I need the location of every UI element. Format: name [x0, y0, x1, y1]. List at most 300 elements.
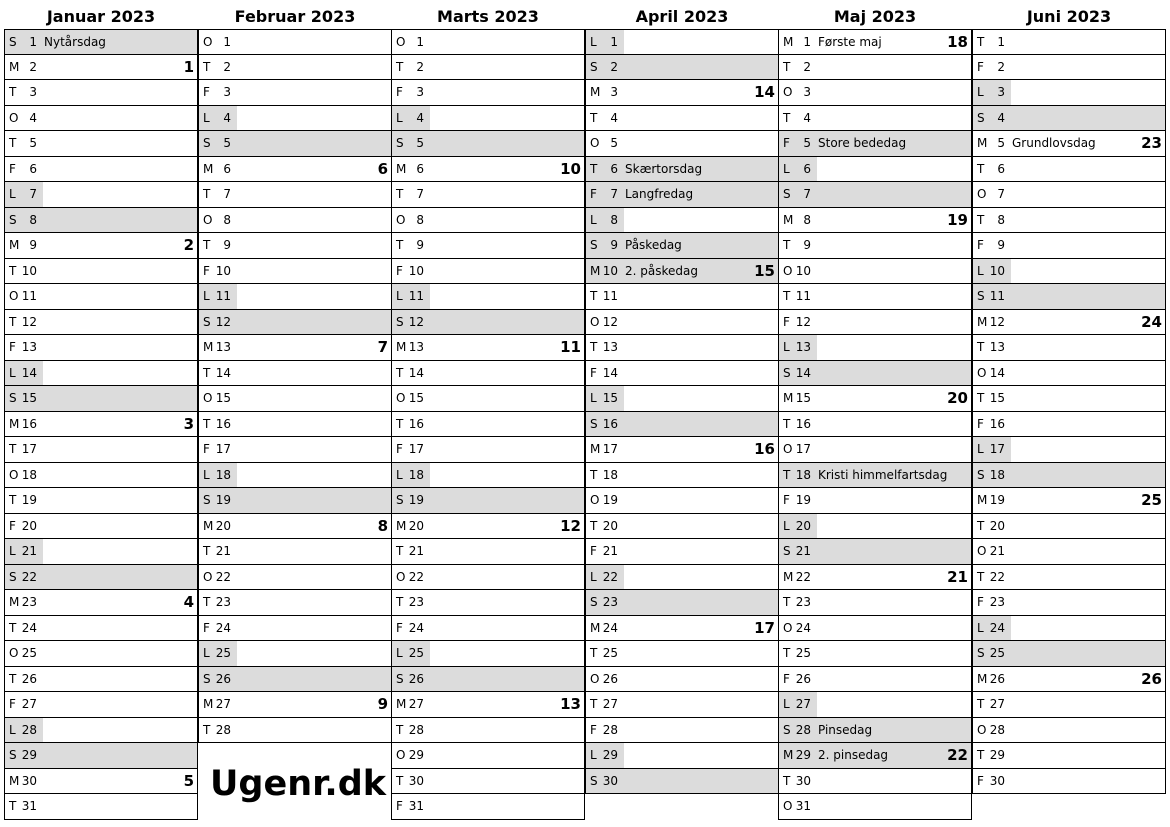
day-row: [4, 55, 198, 81]
weekday-letter: T: [783, 773, 791, 788]
day-number: 27: [21, 697, 37, 711]
holiday-name: Nytårsdag: [44, 35, 106, 49]
weekday-letter: O: [203, 391, 213, 405]
weekday-letter: F: [203, 620, 210, 635]
day-row: [972, 514, 1166, 540]
day-number: 16: [21, 416, 37, 431]
weekday-letter: T: [590, 110, 598, 125]
weekday-letter: L: [590, 569, 597, 584]
day-number: 2: [223, 59, 231, 74]
weekday-letter: M: [977, 493, 988, 507]
month-title: April 2023: [635, 7, 729, 26]
weekday-letter: F: [590, 187, 597, 201]
weekday-letter: T: [203, 238, 211, 252]
weekday-letter: M: [9, 773, 20, 788]
day-row: [391, 106, 585, 132]
holiday-name: Store bededag: [818, 136, 907, 150]
day-number: 3: [610, 85, 618, 99]
day-number: 24: [602, 620, 618, 635]
day-row: [198, 692, 392, 718]
weekday-letter: O: [9, 110, 19, 125]
weekday-letter: O: [783, 799, 793, 813]
day-row: [4, 361, 198, 387]
weekday-letter: L: [396, 110, 403, 125]
weekday-letter: M: [783, 391, 794, 405]
day-row: [391, 590, 585, 616]
day-row: [972, 80, 1166, 106]
day-row: [198, 361, 392, 387]
day-number: 9: [997, 238, 1005, 252]
day-row: [391, 412, 585, 438]
day-number: 7: [803, 187, 811, 201]
day-row: [585, 437, 779, 463]
day-row: [585, 769, 779, 795]
day-number: 23: [215, 595, 231, 609]
day-number: 21: [21, 544, 37, 558]
week-number: 20: [947, 389, 968, 407]
day-row: [585, 641, 779, 667]
weekday-letter: F: [396, 799, 403, 813]
weekday-letter: L: [783, 518, 790, 533]
weekday-letter: T: [590, 697, 598, 711]
day-row: [391, 514, 585, 540]
day-number: 26: [989, 671, 1005, 686]
day-number: 23: [989, 595, 1005, 609]
day-row: [198, 208, 392, 234]
day-row: [4, 590, 198, 616]
weekday-letter: T: [977, 161, 985, 176]
day-row: [198, 718, 392, 744]
day-number: 14: [989, 365, 1005, 380]
weekday-letter: O: [783, 85, 793, 99]
month-title: Maj 2023: [833, 7, 917, 26]
day-row: [391, 488, 585, 514]
weekday-letter: O: [977, 187, 987, 201]
day-row: [198, 131, 392, 157]
weekday-letter: O: [203, 212, 213, 227]
day-number: 10: [21, 263, 37, 278]
day-row: [778, 284, 972, 310]
day-row: [778, 565, 972, 591]
day-number: 13: [215, 340, 231, 354]
day-number: 2: [29, 59, 37, 74]
day-number: 23: [21, 595, 37, 609]
day-row: [198, 616, 392, 642]
day-number: 10: [795, 263, 811, 278]
day-row: [778, 182, 972, 208]
day-row: [4, 182, 198, 208]
day-number: 18: [215, 467, 231, 482]
day-row: [391, 131, 585, 157]
day-number: 31: [408, 799, 424, 813]
holiday-name: Første maj: [818, 35, 882, 49]
day-row: [972, 233, 1166, 259]
week-number: 22: [947, 746, 968, 764]
day-number: 30: [795, 773, 811, 788]
day-row: [585, 463, 779, 489]
day-number: 29: [795, 748, 811, 762]
day-row: [778, 106, 972, 132]
day-row: [778, 412, 972, 438]
week-number: 5: [183, 771, 194, 790]
day-number: 19: [989, 493, 1005, 507]
day-number: 21: [795, 544, 811, 558]
day-row: [4, 412, 198, 438]
weekday-letter: F: [396, 263, 403, 278]
day-number: 19: [215, 493, 231, 507]
weekday-letter: L: [203, 289, 210, 303]
weekday-letter: S: [977, 110, 985, 125]
day-number: 16: [408, 416, 424, 431]
day-number: 6: [223, 161, 231, 176]
holiday-name: Grundlovsdag: [1012, 136, 1096, 150]
day-row: [198, 106, 392, 132]
day-number: 20: [215, 518, 231, 533]
weekday-letter: S: [783, 722, 791, 737]
day-row: [198, 667, 392, 693]
weekday-letter: T: [396, 773, 404, 788]
weekday-letter: T: [590, 161, 598, 176]
day-number: 10: [215, 263, 231, 278]
day-number: 9: [610, 238, 618, 252]
day-row: [585, 182, 779, 208]
day-number: 1: [997, 35, 1005, 49]
weekday-letter: L: [977, 620, 984, 635]
day-number: 27: [602, 697, 618, 711]
day-row: [4, 208, 198, 234]
weekday-letter: T: [977, 212, 985, 227]
week-number: 17: [754, 618, 775, 637]
day-number: 1: [416, 35, 424, 49]
weekday-letter: M: [783, 569, 794, 584]
weekday-letter: L: [977, 263, 984, 278]
day-row: [778, 437, 972, 463]
month-column: [391, 0, 585, 827]
day-number: 20: [408, 518, 424, 533]
day-number: 28: [21, 722, 37, 737]
day-row: [585, 157, 779, 183]
weekday-letter: F: [783, 493, 790, 507]
weekday-letter: M: [203, 518, 214, 533]
day-row: [198, 488, 392, 514]
day-number: 14: [21, 365, 37, 380]
day-row: [4, 794, 198, 820]
day-row: [4, 157, 198, 183]
day-number: 19: [602, 493, 618, 507]
weekday-letter: L: [590, 35, 597, 49]
day-row: [4, 514, 198, 540]
day-number: 1: [803, 35, 811, 49]
day-number: 18: [408, 467, 424, 482]
day-number: 20: [21, 518, 37, 533]
week-number: 23: [1141, 134, 1162, 152]
day-number: 26: [215, 671, 231, 686]
day-number: 22: [989, 569, 1005, 584]
day-number: 6: [416, 161, 424, 176]
day-number: 15: [408, 391, 424, 405]
day-row: [585, 412, 779, 438]
day-row: [391, 539, 585, 565]
week-number: 19: [947, 210, 968, 229]
day-row: [4, 667, 198, 693]
weekday-letter: T: [203, 187, 211, 201]
day-row: [972, 769, 1166, 795]
weekday-letter: O: [396, 569, 406, 584]
week-number: 10: [560, 159, 581, 178]
day-row: [198, 412, 392, 438]
day-number: 28: [215, 722, 231, 737]
day-number: 28: [408, 722, 424, 737]
day-row: [391, 794, 585, 820]
day-number: 12: [408, 314, 424, 329]
day-number: 30: [408, 773, 424, 788]
day-number: 24: [215, 620, 231, 635]
week-number: 21: [947, 567, 968, 586]
weekday-letter: O: [783, 442, 793, 456]
day-row: [4, 718, 198, 744]
day-row: [972, 55, 1166, 81]
day-row: [778, 590, 972, 616]
day-number: 19: [21, 493, 37, 507]
weekday-letter: T: [783, 646, 791, 660]
day-number: 28: [989, 722, 1005, 737]
day-row: [778, 259, 972, 285]
month-column: [585, 0, 779, 827]
weekday-letter: O: [203, 35, 213, 49]
day-number: 6: [29, 161, 37, 176]
day-row: [972, 565, 1166, 591]
weekday-letter: M: [203, 697, 214, 711]
day-number: 7: [997, 187, 1005, 201]
day-number: 1: [29, 35, 37, 49]
day-number: 3: [997, 85, 1005, 99]
weekday-letter: S: [977, 289, 985, 303]
site-logo: Ugenr.dk: [210, 764, 387, 804]
day-number: 14: [795, 365, 811, 380]
day-number: 8: [416, 212, 424, 227]
weekday-letter: O: [590, 493, 600, 507]
weekday-letter: F: [590, 544, 597, 558]
day-row: [391, 157, 585, 183]
day-number: 30: [989, 773, 1005, 788]
day-number: 21: [602, 544, 618, 558]
weekday-letter: T: [783, 59, 791, 74]
weekday-letter: F: [203, 442, 210, 456]
weekday-letter: F: [977, 416, 984, 431]
weekday-letter: M: [396, 161, 407, 176]
day-row: [972, 284, 1166, 310]
day-row: [778, 157, 972, 183]
day-number: 14: [408, 365, 424, 380]
day-number: 17: [795, 442, 811, 456]
day-number: 24: [989, 620, 1005, 635]
weekday-letter: L: [9, 722, 16, 737]
day-row: [972, 667, 1166, 693]
weekday-letter: T: [590, 646, 598, 660]
day-row: [585, 361, 779, 387]
weekday-letter: T: [783, 595, 791, 609]
day-row: [585, 208, 779, 234]
day-number: 15: [602, 391, 618, 405]
day-row: [198, 233, 392, 259]
day-row: [972, 29, 1166, 55]
day-row: [4, 488, 198, 514]
day-row: [778, 361, 972, 387]
weekday-letter: T: [203, 595, 211, 609]
holiday-name: Langfredag: [625, 187, 694, 201]
day-number: 11: [989, 289, 1005, 303]
weekday-letter: S: [9, 35, 17, 49]
weekday-letter: S: [203, 314, 211, 329]
day-row: [391, 310, 585, 336]
day-number: 17: [408, 442, 424, 456]
day-row: [778, 641, 972, 667]
day-row: [391, 641, 585, 667]
day-number: 8: [29, 212, 37, 227]
day-row: [198, 437, 392, 463]
week-number: 6: [377, 159, 388, 178]
day-number: 23: [408, 595, 424, 609]
weekday-letter: O: [977, 365, 987, 380]
weekday-letter: F: [396, 85, 403, 99]
day-number: 2: [803, 59, 811, 74]
weekday-letter: M: [9, 238, 20, 252]
day-row: [778, 743, 972, 769]
day-number: 10: [989, 263, 1005, 278]
day-row: [585, 284, 779, 310]
day-row: [4, 692, 198, 718]
day-number: 9: [416, 238, 424, 252]
day-row: [198, 590, 392, 616]
day-number: 13: [408, 340, 424, 354]
day-number: 3: [223, 85, 231, 99]
weekday-letter: O: [783, 620, 793, 635]
day-row: [198, 386, 392, 412]
week-number: 14: [754, 83, 775, 101]
day-number: 31: [795, 799, 811, 813]
day-number: 24: [408, 620, 424, 635]
day-row: [391, 29, 585, 55]
weekday-letter: S: [590, 59, 598, 74]
weekday-letter: S: [590, 773, 598, 788]
day-row: [4, 463, 198, 489]
weekday-letter: T: [977, 748, 985, 762]
day-row: [972, 616, 1166, 642]
day-number: 16: [215, 416, 231, 431]
day-row: [585, 743, 779, 769]
week-number: 7: [377, 338, 388, 356]
weekday-letter: O: [396, 748, 406, 762]
week-number: 1: [183, 57, 194, 76]
day-row: [4, 641, 198, 667]
day-row: [972, 361, 1166, 387]
day-row: [972, 106, 1166, 132]
holiday-name: 2. påskedag: [625, 263, 698, 278]
weekday-letter: T: [9, 671, 17, 686]
day-row: [972, 182, 1166, 208]
day-row: [391, 743, 585, 769]
day-number: 5: [803, 136, 811, 150]
day-number: 15: [21, 391, 37, 405]
weekday-letter: T: [396, 595, 404, 609]
week-number: 3: [183, 414, 194, 433]
weekday-letter: T: [977, 518, 985, 533]
day-number: 13: [602, 340, 618, 354]
weekday-letter: M: [396, 340, 407, 354]
weekday-letter: O: [396, 35, 406, 49]
day-row: [585, 335, 779, 361]
day-number: 16: [795, 416, 811, 431]
day-row: [198, 539, 392, 565]
weekday-letter: F: [977, 238, 984, 252]
weekday-letter: L: [203, 467, 210, 482]
day-row: [391, 335, 585, 361]
day-number: 5: [416, 136, 424, 150]
holiday-name: Skærtorsdag: [625, 161, 703, 176]
day-number: 4: [223, 110, 231, 125]
weekday-letter: F: [9, 340, 16, 354]
month-title: Juni 2023: [1026, 7, 1112, 26]
week-number: 11: [560, 338, 581, 356]
day-row: [198, 335, 392, 361]
month-title: Januar 2023: [46, 7, 156, 26]
day-number: 5: [223, 136, 231, 150]
weekday-letter: F: [396, 620, 403, 635]
day-row: [778, 463, 972, 489]
weekday-letter: L: [977, 85, 984, 99]
day-number: 25: [215, 646, 231, 660]
day-row: [585, 692, 779, 718]
weekday-letter: F: [203, 85, 210, 99]
weekday-letter: M: [9, 59, 20, 74]
weekday-letter: L: [590, 748, 597, 762]
day-number: 7: [416, 187, 424, 201]
day-number: 21: [989, 544, 1005, 558]
weekday-letter: T: [977, 391, 985, 405]
day-number: 12: [215, 314, 231, 329]
day-number: 2: [610, 59, 618, 74]
weekday-letter: F: [977, 773, 984, 788]
day-number: 19: [795, 493, 811, 507]
weekday-letter: O: [396, 391, 406, 405]
weekday-letter: T: [590, 289, 598, 303]
day-number: 12: [21, 314, 37, 329]
day-number: 20: [602, 518, 618, 533]
weekday-letter: M: [590, 620, 601, 635]
weekday-letter: O: [590, 314, 600, 329]
day-row: [778, 718, 972, 744]
weekday-letter: M: [783, 35, 794, 49]
weekday-letter: T: [9, 620, 17, 635]
weekday-letter: S: [590, 595, 598, 609]
day-number: 22: [602, 569, 618, 584]
day-number: 22: [795, 569, 811, 584]
day-row: [585, 616, 779, 642]
day-row: [198, 157, 392, 183]
day-number: 8: [997, 212, 1005, 227]
day-number: 17: [21, 442, 37, 456]
weekday-letter: S: [396, 136, 404, 150]
weekday-letter: F: [783, 136, 790, 150]
day-number: 4: [610, 110, 618, 125]
weekday-letter: T: [977, 697, 985, 711]
weekday-letter: S: [203, 493, 211, 507]
day-row: [391, 692, 585, 718]
day-number: 18: [602, 467, 618, 482]
day-number: 21: [215, 544, 231, 558]
weekday-letter: L: [783, 340, 790, 354]
day-number: 5: [29, 136, 37, 150]
